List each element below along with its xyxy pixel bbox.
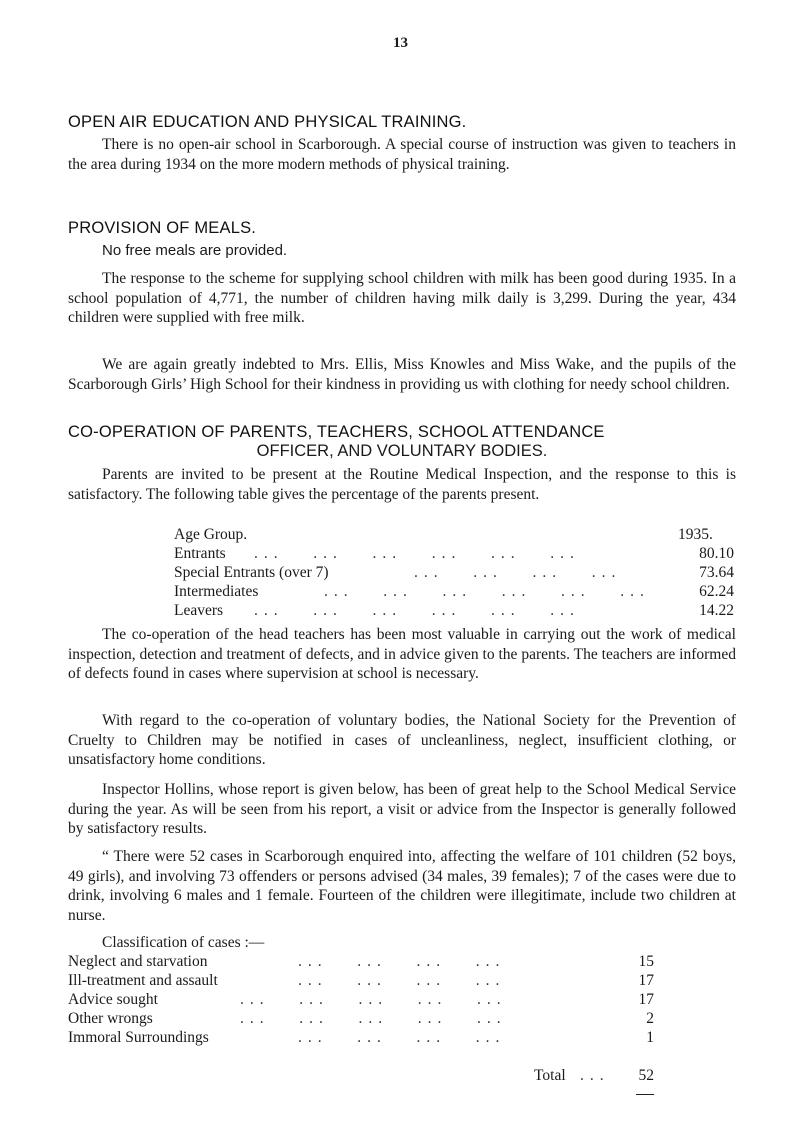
list-item-value: 2 bbox=[646, 1010, 654, 1027]
leader-dots: ... ... ... ... bbox=[298, 953, 506, 970]
table-header-year: 1935. bbox=[678, 526, 713, 543]
para-head-teachers: The co-operation of the head teachers has been most valuable in carrying out the work of medical inspection, detection and treatment of defects, and in advice given to the parents. The teachers are informed of defects found in cases where supervision at school is necessary. bbox=[68, 626, 736, 682]
table-row-label: Entrants bbox=[174, 545, 226, 562]
table-row bbox=[174, 564, 734, 583]
total-label: Total bbox=[534, 1067, 566, 1084]
list-item-label: Advice sought bbox=[68, 991, 158, 1008]
list-item-value: 17 bbox=[638, 972, 654, 989]
list-item bbox=[68, 953, 654, 972]
leader-dots: ... bbox=[580, 1067, 610, 1084]
list-item bbox=[68, 1029, 654, 1048]
list-item bbox=[68, 1010, 654, 1029]
leader-dots: ... ... ... ... ... bbox=[240, 991, 507, 1008]
list-item-value: 1 bbox=[646, 1029, 654, 1046]
list-item-value: 17 bbox=[638, 991, 654, 1008]
table-row-value: 73.64 bbox=[699, 564, 734, 581]
heading-cooperation-line1: CO-OPERATION OF PARENTS, TEACHERS, SCHOOL ATTENDANCE bbox=[68, 423, 605, 441]
leader-dots: ... ... ... ... ... ... bbox=[254, 602, 580, 619]
leader-dots: ... ... ... ... bbox=[414, 564, 622, 581]
total-row bbox=[68, 1067, 654, 1086]
leader-dots: ... ... ... ... ... bbox=[240, 1010, 507, 1027]
total-underline bbox=[636, 1094, 654, 1095]
classification-heading: Classification of cases :— bbox=[102, 934, 265, 951]
heading-meals: PROVISION OF MEALS. bbox=[68, 219, 257, 237]
para-milk-scheme: The response to the scheme for supplying school children with milk has been good during 1935. In a school population of 4,771, the number of children having milk daily is 3,299. During the year, 434 children were supplied with free milk. bbox=[68, 270, 736, 326]
table-row-value: 14.22 bbox=[699, 602, 734, 619]
table-row bbox=[174, 602, 734, 621]
leader-dots: ... ... ... ... bbox=[298, 1029, 506, 1046]
para-inspector-quote: “ There were 52 cases in Scarborough enquired into, affecting the welfare of 101 children (52 boys, 49 girls), and involving 73 offenders or persons advised (34 males, 39 females); 7 of the cases were due to drink, involving 6 males and 1 female. Fourteen of the children were illegitimate, include two children at nurse. bbox=[68, 848, 736, 924]
table-row-value: 80.10 bbox=[699, 545, 734, 562]
list-item-value: 15 bbox=[638, 953, 654, 970]
table-header-age-group: Age Group. bbox=[174, 526, 248, 543]
list-item-label: Ill-treatment and assault bbox=[68, 972, 218, 989]
table-row-label: Intermediates bbox=[174, 583, 259, 600]
para-open-air: There is no open-air school in Scarborough. A special course of instruction was given to teachers in the area during 1934 on the more modern methods of physical training. bbox=[68, 136, 736, 173]
leader-dots: ... ... ... ... bbox=[298, 972, 506, 989]
table-row bbox=[174, 583, 734, 602]
leader-dots: ... ... ... ... ... ... bbox=[324, 583, 650, 600]
list-item-label: Neglect and starvation bbox=[68, 953, 208, 970]
table-row-value: 62.24 bbox=[699, 583, 734, 600]
table-row-label: Special Entrants (over 7) bbox=[174, 564, 329, 581]
table-row-label: Leavers bbox=[174, 602, 224, 619]
total-value: 52 bbox=[638, 1067, 654, 1084]
list-item-label: Immoral Surroundings bbox=[68, 1029, 209, 1046]
list-item bbox=[68, 972, 654, 991]
para-clothing: We are again greatly indebted to Mrs. Ellis, Miss Knowles and Miss Wake, and the pupils of the Scarborough Girls’ High School for their kindness in providing us with clothing for needy school children. bbox=[68, 356, 736, 393]
para-parents-invited: Parents are invited to be present at the Routine Medical Inspection, and the response to this is satisfactory. The following table gives the percentage of the parents present. bbox=[68, 466, 736, 503]
leader-dots: ... ... ... ... ... ... bbox=[254, 545, 580, 562]
para-no-free-meals: No free meals are provided. bbox=[102, 242, 288, 259]
list-item-label: Other wrongs bbox=[68, 1010, 153, 1027]
list-item bbox=[68, 991, 654, 1010]
heading-cooperation-line2: OFFICER, AND VOLUNTARY BODIES. bbox=[256, 442, 548, 460]
table-row bbox=[174, 545, 734, 564]
page-number: 13 bbox=[393, 35, 408, 51]
para-voluntary-bodies: With regard to the co-operation of voluntary bodies, the National Society for the Prevention of Cruelty to Children may be notified in cases of uncleanliness, neglect, insufficient clothing, or unsatisfactory home conditions. bbox=[68, 712, 736, 768]
para-inspector-hollins: Inspector Hollins, whose report is given below, has been of great help to the School Medical Service during the year. As will be seen from his report, a visit or advice from the Inspector is generally followed by satisfactory results. bbox=[68, 781, 736, 837]
heading-open-air: OPEN AIR EDUCATION AND PHYSICAL TRAINING. bbox=[68, 113, 467, 131]
